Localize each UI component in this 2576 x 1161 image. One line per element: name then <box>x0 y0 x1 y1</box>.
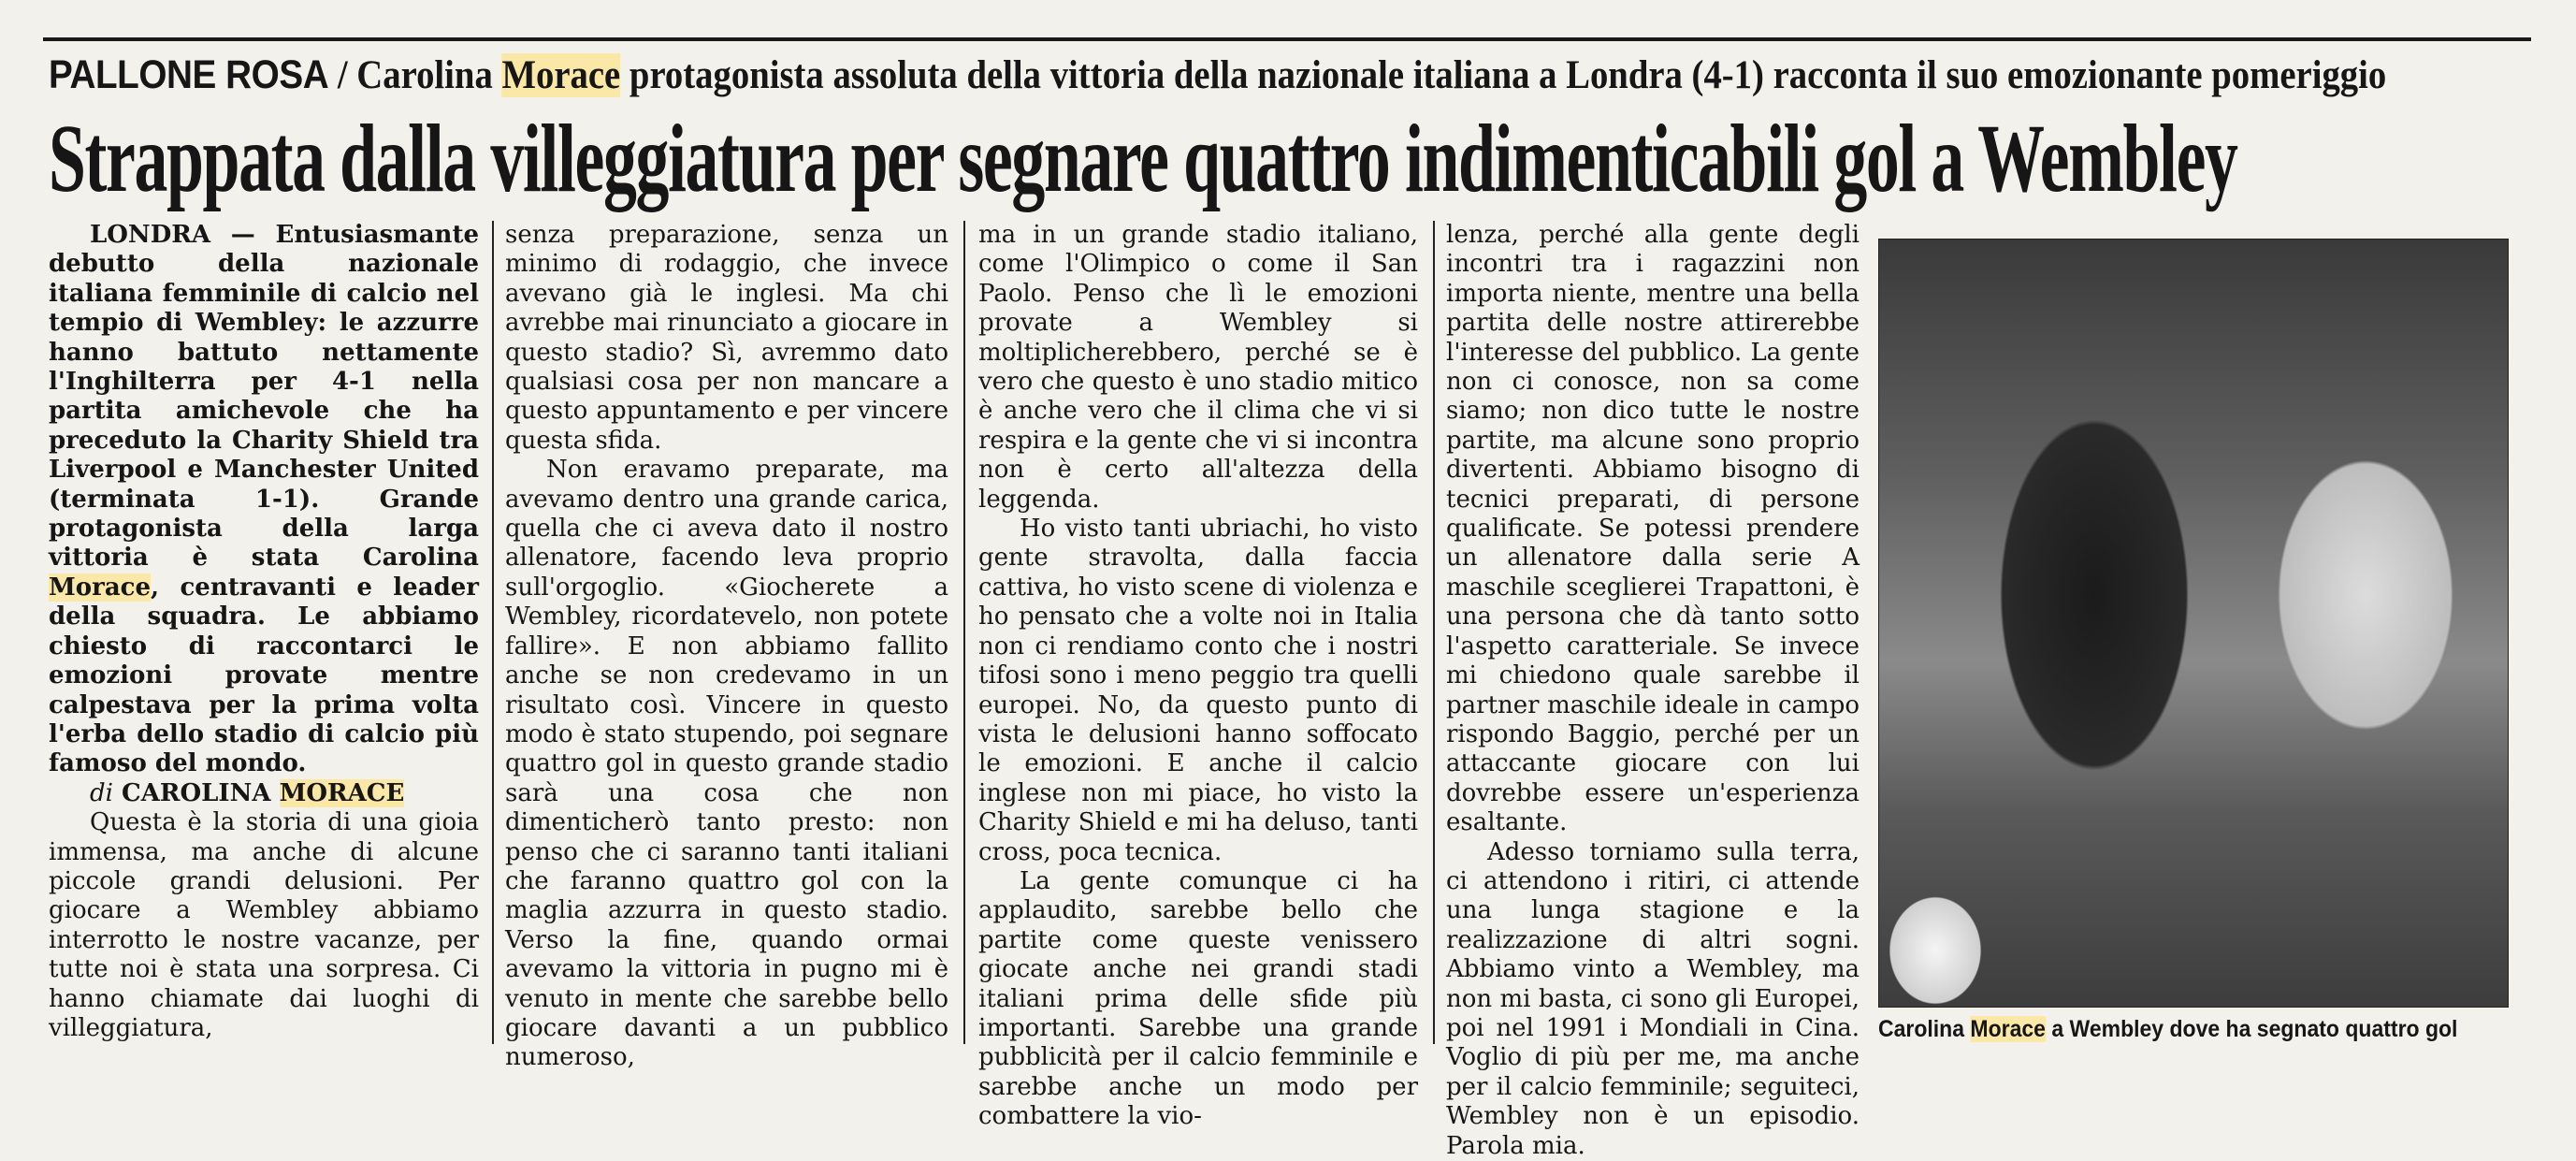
byline-di: di <box>90 778 113 807</box>
column-4 <box>1446 221 1860 1160</box>
column-1 <box>49 221 479 1044</box>
top-rule <box>43 37 2531 41</box>
lead-text-1: LONDRA — Entusiasmante debutto della nazionale italiana femminile di calcio nel tempio di Wembley: le azzurre hanno battuto nettamente l'Inghilterra per 4-1 nella partita amichevole che ha preceduto la Charity Shield tra Liverpool e Manchester United (terminata 1-1). Grande protagonista della larga vittoria è stata Carolina <box>49 221 479 573</box>
photo-caption <box>1878 1012 2456 1046</box>
body-col3-b: Ho visto tanti ubriachi, ho visto gente stravolta, dalla faccia cattiva, ho visto scene di violenza e ho pensato che a volte noi in Italia non ci rendiamo conto che i nostri tifosi sono i meno peggio tra quelli europei. No, da questo punto di vista le delusioni hanno soffocato le emozioni. E anche il calcio inglese non mi piace, ho visto la Charity Shield e mi ha deluso, tanti cross, poca tecnica. <box>978 515 1418 866</box>
caption-post: a Wembley dove ha segnato quattro gol <box>2045 1016 2458 1042</box>
body-col3-c: La gente comunque ci ha applaudito, sarebbe bello che partite come queste venissero giocate anche nei grandi stadi italiani prima delle sfide più importanti. Sarebbe una grande pubblicità per il calcio femminile e sarebbe anche un modo per combattere la vio- <box>978 866 1418 1131</box>
body-col3-a: ma in un grande stadio italiano, come l'Olimpico o come il San Paolo. Penso che lì le emozioni provate a Wembley si moltiplicherebbero, perché se è vero che questo è uno stadio mitico è anche vero che il clima che vi si respira e la gente che vi si incontra non è certo all'altezza della leggenda. <box>978 221 1418 514</box>
byline-last: MORACE <box>279 778 405 807</box>
body-col4-b: Adesso torniamo sulla terra, ci attendono i ritiri, ci attende una lunga stagione e la realizzazione di altri sogni. Abbiamo vinto a Wembley, ma non mi basta, ci sono gli Europei, poi nel 1991 i Mondiali in Cina. Voglio di più per me, ma anche per il calcio femminile; seguiteci, Wembley non è un episodio. Parola mia. <box>1446 837 1860 1160</box>
kicker-highlight-name: Morace <box>501 53 621 97</box>
kicker-separator: / <box>328 53 357 97</box>
column-rule-2 <box>963 221 965 1044</box>
kicker-post: protagonista assoluta della vittoria della nazionale italiana a Londra (4-1) racconta il suo emozionante pomeriggio <box>620 53 2387 97</box>
body-col4-a: lenza, perché alla gente degli incontri tra i ragazzini non importa niente, mentre una bella partita delle nostre attirerebbe l'interesse del pubblico. La gente non ci conosce, non sa come siamo; non dico tutte le nostre partite, ma alcune sono proprio divertenti. Abbiamo bisogno di tecnici preparati, di persone qualificate. Se potessi prendere un allenatore dalla serie A maschile sceglierei Trapattoni, è una persona che dà tanto sotto l'aspetto caratteriale. Se invece mi chiedono quale sarebbe il partner maschile ideale in campo rispondo Baggio, perché per un attaccante giocare con lui dovrebbe essere un'esperienza esaltante. <box>1446 221 1860 837</box>
kicker-pre: Carolina <box>356 53 502 97</box>
lead-text-2: , centravanti e leader della squadra. Le abbiamo chiesto di raccontarci le emozioni provate mentre calpestava per la prima volta l'erba dello stadio di calcio più famoso del mondo. <box>49 573 479 778</box>
headline: Strappata dalla villeggiatura per segnare quattro indimenticabili gol a Wembley <box>49 105 2237 212</box>
column-rule-1 <box>492 221 494 1044</box>
match-photo <box>1878 239 2509 1008</box>
body-col2-b: Non eravamo preparate, ma avevamo dentro una grande carica, quella che ci aveva dato il nostro allenatore, facendo leva proprio sull'orgoglio. «Giocherete a Wembley, ricordatevelo, non potete fallire». E non abbiamo fallito anche se non credevamo in un risultato così. Vincere in questo modo è stato stupendo, poi segnare quattro gol in questo grande stadio sarà una cosa che non dimenticherò tanto presto: non penso che ci saranno tanti italiani che faranno quattro gol con la maglia azzurra in questo stadio. Verso la fine, quando ormai avevamo la vittoria in pugno mi è venuto in mente che sarebbe bello giocare davanti a un pubblico numeroso, <box>505 456 948 1072</box>
caption-highlight-name: Morace <box>1970 1016 2046 1042</box>
body-col1: Questa è la storia di una gioia immensa, ma anche di alcune piccole grandi delusioni. Per giocare a Wembley abbiamo interrotto le nostre vacanze, per tutte noi è stata una sorpresa. Ci hanno chiamate dai luoghi di villeggiatura, <box>49 808 479 1042</box>
body-col2-a: senza preparazione, senza un minimo di rodaggio, che invece avevano già le inglesi. Ma chi avrebbe mai rinunciato a giocare in questo stadio? Sì, avremmo dato qualsiasi cosa per non mancare a questo appuntamento e per vincere questa sfida. <box>505 221 948 455</box>
column-2 <box>505 221 948 1072</box>
byline <box>49 779 479 808</box>
byline-first: CAROLINA <box>122 778 280 807</box>
lead-highlight-name: Morace <box>49 573 152 602</box>
section-tag: PALLONE ROSA <box>49 52 329 97</box>
kicker-line <box>49 49 2387 101</box>
caption-pre: Carolina <box>1878 1016 1971 1042</box>
column-3 <box>978 221 1418 1131</box>
lead-paragraph <box>49 221 479 779</box>
column-rule-3 <box>1433 221 1435 1044</box>
